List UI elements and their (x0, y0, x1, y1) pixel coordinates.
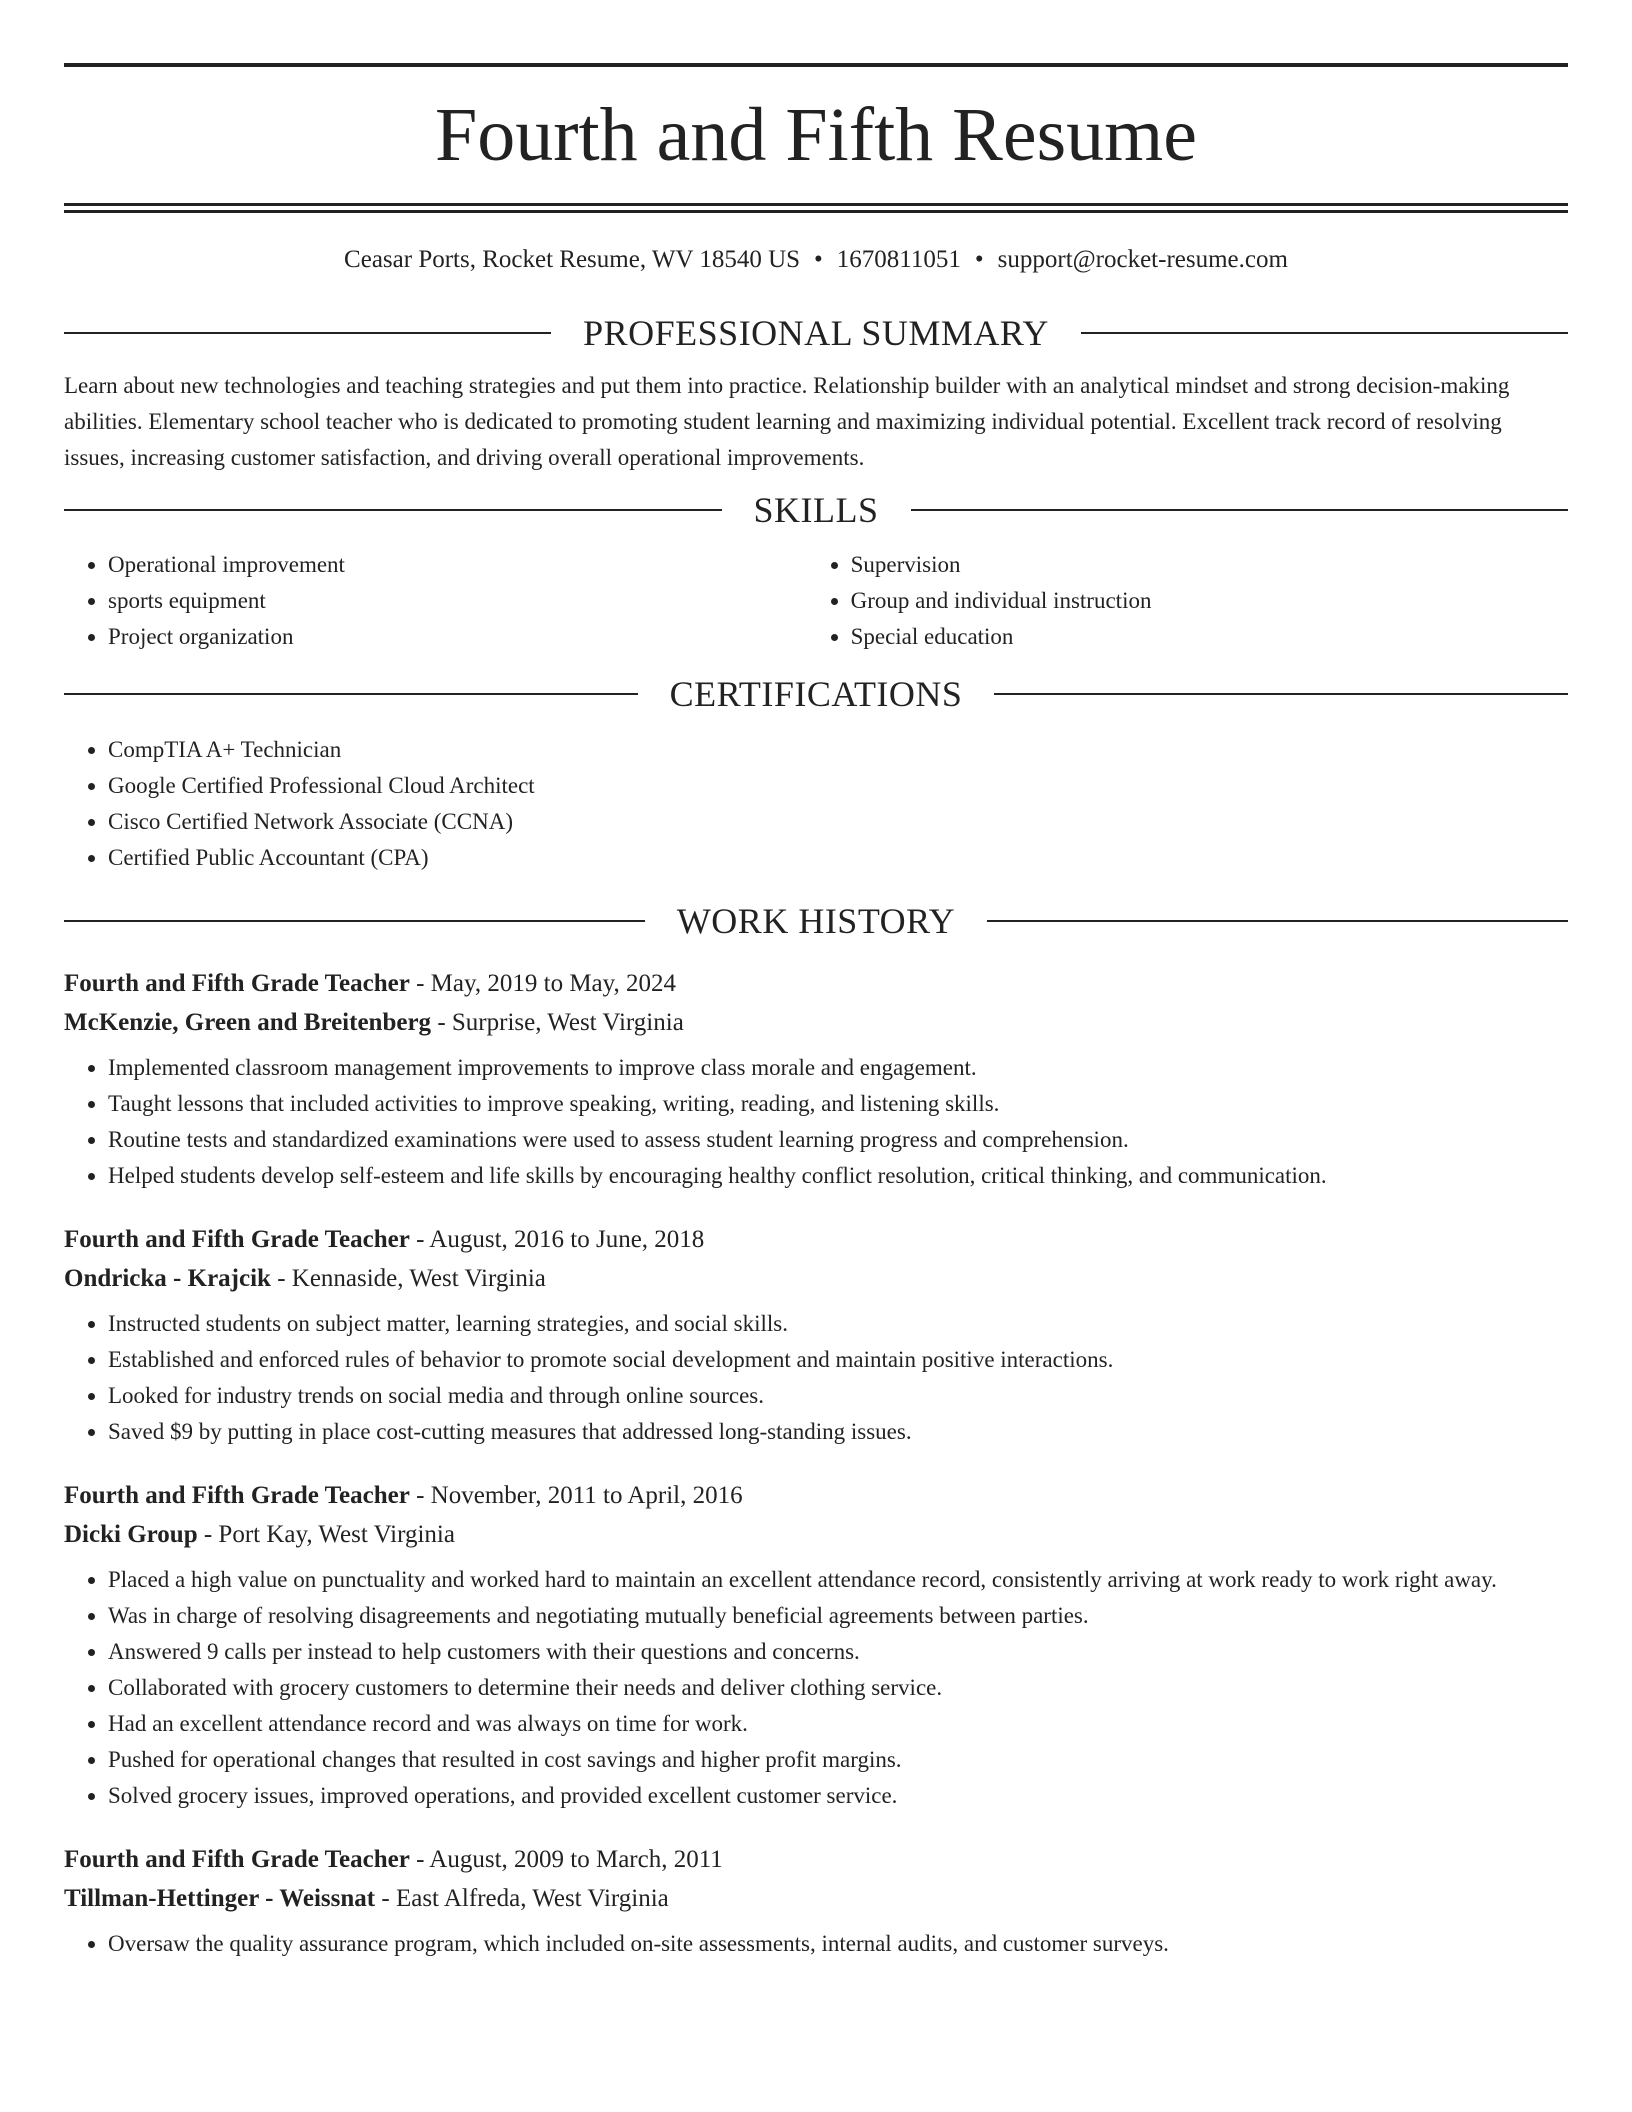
skills-column-left (64, 547, 807, 655)
job-company: Ondricka - Krajcik (64, 1265, 271, 1292)
job-bullet: • Saved $9 by putting in place cost-cutting measures that addressed long-standing issues. (108, 1414, 1568, 1450)
job-bullet: • Taught lessons that included activities to improve speaking, writing, reading, and listening skills. (108, 1086, 1568, 1122)
job-company: McKenzie, Green and Breitenberg (64, 1009, 432, 1036)
contact-address: Ceasar Ports, Rocket Resume, WV 18540 US (344, 246, 801, 273)
job-dates: May, 2019 to May, 2024 (430, 970, 677, 997)
job-dash: - (431, 1009, 452, 1036)
job-bullet: • Placed a high value on punctuality and worked hard to maintain an excellent attendance record, consistently arriving at work ready to work right away. (108, 1562, 1568, 1598)
contact-separator: • (814, 246, 823, 273)
resume-name: Fourth and Fifth Resume (434, 93, 1198, 177)
heading-rule (1081, 332, 1568, 334)
contact-separator: • (974, 246, 984, 273)
section-heading-certifications (64, 674, 1568, 714)
job-location: East Alfreda, West Virginia (395, 1885, 669, 1912)
job-dash: - (409, 970, 431, 997)
job-title-line (64, 964, 1568, 1003)
job-company: Tillman-Hettinger - Weissnat (64, 1885, 376, 1912)
job-dash: - (270, 1265, 292, 1292)
job-bullet: • Oversaw the quality assurance program, which included on-site assessments, internal audits, and customer surveys. (108, 1926, 1568, 1962)
job-title: Fourth and Fifth Grade Teacher (64, 970, 410, 997)
job-company-line (64, 1259, 1568, 1298)
job-location: Port Kay, West Virginia (218, 1521, 455, 1548)
job-bullet: • Had an excellent attendance record and was always on time for work. (108, 1706, 1568, 1742)
job-title-line (64, 1220, 1568, 1259)
section-title: PROFESSIONAL SUMMARY (583, 313, 1049, 353)
job-location: Surprise, West Virginia (451, 1009, 684, 1036)
job-dash: - (409, 1482, 431, 1509)
section-heading-skills (64, 490, 1568, 530)
job-company-line (64, 1003, 1568, 1042)
heading-rule (911, 509, 1569, 511)
job-bullet: • Looked for industry trends on social media and through online sources. (108, 1378, 1568, 1414)
heading-rule (64, 693, 638, 695)
job-company: Dicki Group (64, 1521, 198, 1548)
skill-item: • Special education (851, 619, 1568, 655)
job-bullets (64, 1050, 1568, 1194)
job-bullet: • Was in charge of resolving disagreements and negotiating mutually beneficial agreements between parties. (108, 1598, 1568, 1634)
job-bullet: • Solved grocery issues, improved operations, and provided excellent customer service. (108, 1778, 1568, 1814)
contact-line (64, 243, 1568, 277)
job-bullets (64, 1562, 1568, 1814)
job-company-line (64, 1515, 1568, 1554)
job-location: Kennaside, West Virginia (291, 1265, 546, 1292)
heading-rule (64, 332, 551, 334)
summary-text: Learn about new technologies and teaching strategies and put them into practice. Relationship builder with an analytical mindset and strong decision-making abilities. Elementary school teacher who is dedicated to promoting student learning and maximizing individual potential. Excellent track record of resolving issues, increasing customer satisfaction, and driving overall operational improvements. (64, 373, 1510, 470)
job-bullet: • Helped students develop self-esteem and life skills by encouraging healthy conflict resolution, critical thinking, and communication. (108, 1158, 1568, 1194)
job-dash: - (197, 1521, 219, 1548)
section-heading-work-history (64, 901, 1568, 941)
job-dash: - (409, 1846, 430, 1873)
skill-item: • Group and individual instruction (851, 583, 1568, 619)
heading-rule (64, 920, 645, 922)
job-entry (64, 964, 1568, 1194)
double-rule (64, 203, 1568, 213)
job-bullet: • Pushed for operational changes that resulted in cost savings and higher profit margins. (108, 1742, 1568, 1778)
certification-item: • CompTIA A+ Technician (108, 732, 1568, 768)
heading-rule (994, 693, 1568, 695)
job-entry (64, 1220, 1568, 1450)
skills-column-right (807, 547, 1568, 655)
certifications-list (64, 732, 1568, 876)
skill-item: • sports equipment (108, 583, 807, 619)
section-title: CERTIFICATIONS (669, 674, 963, 714)
job-title: Fourth and Fifth Grade Teacher (64, 1846, 410, 1873)
section-title: WORK HISTORY (676, 901, 956, 941)
job-dash: - (375, 1885, 396, 1912)
certification-item: • Google Certified Professional Cloud Architect (108, 768, 1568, 804)
top-rule (64, 63, 1568, 67)
job-bullet: • Routine tests and standardized examinations were used to assess student learning progress and comprehension. (108, 1122, 1568, 1158)
resume-page (64, 0, 1568, 1962)
job-title: Fourth and Fifth Grade Teacher (64, 1226, 410, 1253)
job-dates: November, 2011 to April, 2016 (430, 1482, 743, 1509)
section-title: SKILLS (753, 490, 879, 530)
job-title-line (64, 1476, 1568, 1515)
job-bullet: • Implemented classroom management improvements to improve class morale and engagement. (108, 1050, 1568, 1086)
job-bullet: • Established and enforced rules of behavior to promote social development and maintain positive interactions. (108, 1342, 1568, 1378)
skill-item: • Project organization (108, 619, 807, 655)
job-bullet: • Collaborated with grocery customers to determine their needs and deliver clothing service. (108, 1670, 1568, 1706)
heading-rule (64, 509, 722, 511)
job-bullets (64, 1306, 1568, 1450)
job-title-line (64, 1840, 1568, 1879)
heading-rule (987, 920, 1568, 922)
job-dates: August, 2016 to June, 2018 (429, 1226, 705, 1253)
job-dates: August, 2009 to March, 2011 (429, 1846, 723, 1873)
skill-item: • Supervision (851, 547, 1568, 583)
contact-phone: 1670811051 (836, 246, 961, 273)
contact-email: support@rocket-resume.com (997, 246, 1288, 273)
job-company-line (64, 1879, 1568, 1918)
job-bullets (64, 1926, 1568, 1962)
job-bullet: • Instructed students on subject matter, learning strategies, and social skills. (108, 1306, 1568, 1342)
work-history-list (64, 964, 1568, 1962)
job-title: Fourth and Fifth Grade Teacher (64, 1482, 410, 1509)
skills-list (64, 547, 1568, 655)
skill-item: • Operational improvement (108, 547, 807, 583)
certification-item: • Cisco Certified Network Associate (CCNA) (108, 804, 1568, 840)
certification-item: • Certified Public Accountant (CPA) (108, 840, 1568, 876)
job-dash: - (409, 1226, 430, 1253)
job-entry (64, 1840, 1568, 1962)
job-entry (64, 1476, 1568, 1814)
job-bullet: • Answered 9 calls per instead to help customers with their questions and concerns. (108, 1634, 1568, 1670)
section-heading-summary (64, 313, 1568, 353)
